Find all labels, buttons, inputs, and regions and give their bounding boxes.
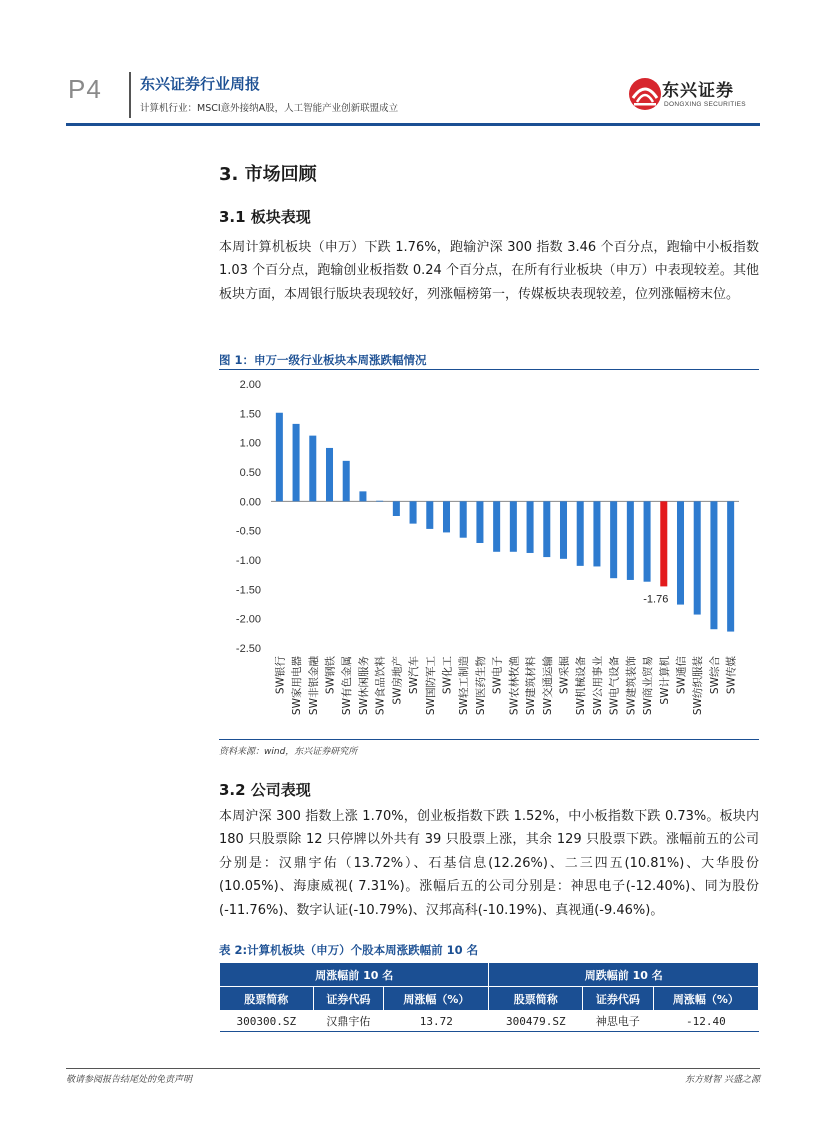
- bar: [710, 501, 717, 629]
- category-label: SW机械设备: [575, 656, 588, 716]
- bar: [577, 501, 584, 566]
- cell-down-code: 神思电子: [583, 1011, 654, 1032]
- figure-caption: 图 1：申万一级行业板块本周涨跌幅情况: [219, 353, 427, 367]
- y-tick-label: 1.50: [239, 408, 261, 421]
- bar: [560, 501, 567, 558]
- y-tick-label: 1.00: [239, 437, 261, 450]
- bar: [359, 491, 366, 501]
- header-top-losers: 周跌幅前 10 名: [489, 963, 759, 987]
- report-subtitle: 计算机行业：MSCI意外接纳A股，人工智能产业创新联盟成立: [140, 103, 399, 114]
- footer-rule: [66, 1068, 760, 1069]
- category-label: SW交通运输: [541, 656, 554, 716]
- bar: [610, 501, 617, 578]
- category-label: SW化工: [441, 656, 454, 695]
- category-label: SW食品饮料: [374, 656, 387, 716]
- category-label: SW商业贸易: [642, 656, 655, 716]
- category-label: SW钢铁: [324, 656, 337, 695]
- col-stock-name: 股票简称: [220, 987, 314, 1011]
- figure-source: 资料来源：wind，东兴证券研究所: [219, 747, 358, 757]
- category-label: SW农林牧渔: [508, 656, 521, 716]
- paragraph-company-performance: 本周沪深 300 指数上涨 1.70%，创业板指数下跌 1.52%，中小板指数下跌 0.73%。板块内 180 只股票除 12 只停牌以外共有 39 只股票上涨，其余 129 只股票下跌。涨幅前五的公司分别是：汉鼎宇佑（13.72%）、石基信息(12.26%)、二三四五(10.81%)、大华股份(10.05%)、海康威视( 7.31%)。涨幅后五的公司分别是：神思电子(-12.40%)、同为股份(-11.76%)、数字认证(-10.79%)、汉邦高科(-10.19%)、真视通(-9.46%)。: [219, 809, 759, 918]
- bar: [694, 501, 701, 614]
- cell-up-change: 13.72: [384, 1011, 489, 1032]
- col-weekly-change: 周涨幅（%）: [653, 987, 758, 1011]
- category-label: SW电子: [491, 656, 504, 695]
- bar: [543, 501, 550, 557]
- category-label: SW银行: [274, 656, 287, 695]
- y-tick-label: -1.00: [235, 555, 261, 567]
- category-label: SW家用电器: [291, 656, 304, 716]
- category-label: SW综合: [708, 656, 721, 695]
- cell-up-name: 300300.SZ: [220, 1011, 314, 1032]
- footer-disclaimer: 敬请参阅报告结尾处的免责声明: [66, 1075, 193, 1085]
- sector-change-bar-chart: [219, 372, 759, 740]
- header-divider: [129, 72, 131, 118]
- data-label: -1.76: [643, 593, 669, 606]
- y-tick-label: -2.00: [235, 613, 261, 626]
- section-title: 3. 市场回顾: [219, 164, 317, 185]
- subsection-title-3-2: 3.2 公司表现: [219, 781, 311, 799]
- category-label: SW轻工制造: [458, 656, 471, 716]
- category-label: SW休闲服务: [357, 656, 370, 716]
- y-tick-label: -2.50: [235, 643, 261, 655]
- bar: [660, 501, 667, 586]
- bar: [644, 501, 651, 581]
- y-tick-label: 0.50: [239, 467, 261, 479]
- figure-bottom-rule: [219, 739, 759, 740]
- table-caption: 表 2:计算机板块（申万）个股本周涨跌幅前 10 名: [219, 943, 479, 957]
- category-label: SW建筑材料: [525, 656, 538, 716]
- cell-down-name: 300479.SZ: [489, 1011, 583, 1032]
- col-weekly-change: 周涨幅（%）: [384, 987, 489, 1011]
- category-label: SW非银金融: [307, 656, 320, 716]
- bar: [677, 501, 684, 604]
- category-label: SW医药生物: [474, 656, 487, 716]
- category-label: SW采掘: [558, 656, 571, 695]
- y-tick-label: -0.50: [235, 525, 261, 538]
- category-label: SW汽车: [408, 656, 421, 695]
- bar: [293, 424, 300, 501]
- category-label: SW通信: [675, 656, 688, 695]
- header-top-gainers: 周涨幅前 10 名: [220, 963, 489, 987]
- category-label: SW国防军工: [424, 656, 437, 716]
- category-label: SW建筑装饰: [625, 656, 638, 716]
- page-number: P4: [68, 74, 102, 104]
- bar: [443, 501, 450, 532]
- bar: [593, 501, 600, 566]
- header-rule: [66, 123, 760, 126]
- y-tick-label: 0.00: [239, 496, 261, 509]
- top-movers-table: [219, 962, 759, 1032]
- category-label: SW电气设备: [608, 656, 621, 716]
- category-label: SW纺织服装: [692, 656, 705, 716]
- bar: [410, 501, 417, 523]
- logo-chinese-name: 东兴证券: [662, 81, 734, 101]
- bar: [627, 501, 634, 580]
- subsection-title-3-1: 3.1 板块表现: [219, 208, 311, 226]
- logo-english-name: DONGXING SECURITIES: [664, 101, 746, 108]
- category-label: SW公用事业: [591, 656, 604, 716]
- cell-down-change: -12.40: [653, 1011, 758, 1032]
- bar: [376, 501, 383, 502]
- bar: [727, 501, 734, 631]
- bar: [343, 461, 350, 501]
- col-stock-name: 股票简称: [489, 987, 583, 1011]
- footer-slogan: 东方财智 兴盛之源: [685, 1075, 760, 1085]
- bar: [527, 501, 534, 553]
- paragraph-sector-performance: 本周计算机板块（申万）下跌 1.76%，跑输沪深 300 指数 3.46 个百分点，跑输中小板指数 1.03 个百分点，跑输创业板指数 0.24 个百分点，在所有行业板块（申万）中表现较差。其他板块方面，本周银行版块表现较好，列涨幅榜第一，传媒板块表现较差，位列涨幅榜末位。: [219, 240, 759, 302]
- y-tick-label: 2.00: [239, 379, 261, 391]
- category-label: SW计算机: [658, 656, 671, 705]
- bar: [326, 448, 333, 501]
- bar: [426, 501, 433, 529]
- bar: [493, 501, 500, 551]
- y-tick-label: -1.50: [235, 584, 261, 597]
- bar: [276, 413, 283, 502]
- bar: [476, 501, 483, 543]
- col-stock-code: 证券代码: [313, 987, 384, 1011]
- category-label: SW传媒: [725, 656, 738, 695]
- category-label: SW房地产: [391, 656, 404, 705]
- report-title: 东兴证券行业周报: [140, 75, 261, 93]
- bar: [510, 501, 517, 551]
- table-row: [220, 1011, 759, 1032]
- category-label: SW有色金属: [341, 656, 354, 716]
- col-stock-code: 证券代码: [583, 987, 654, 1011]
- figure-top-rule: [219, 369, 759, 370]
- cell-up-code: 汉鼎宇佑: [313, 1011, 384, 1032]
- bar: [460, 501, 467, 537]
- bar: [309, 436, 316, 502]
- bar: [393, 501, 400, 516]
